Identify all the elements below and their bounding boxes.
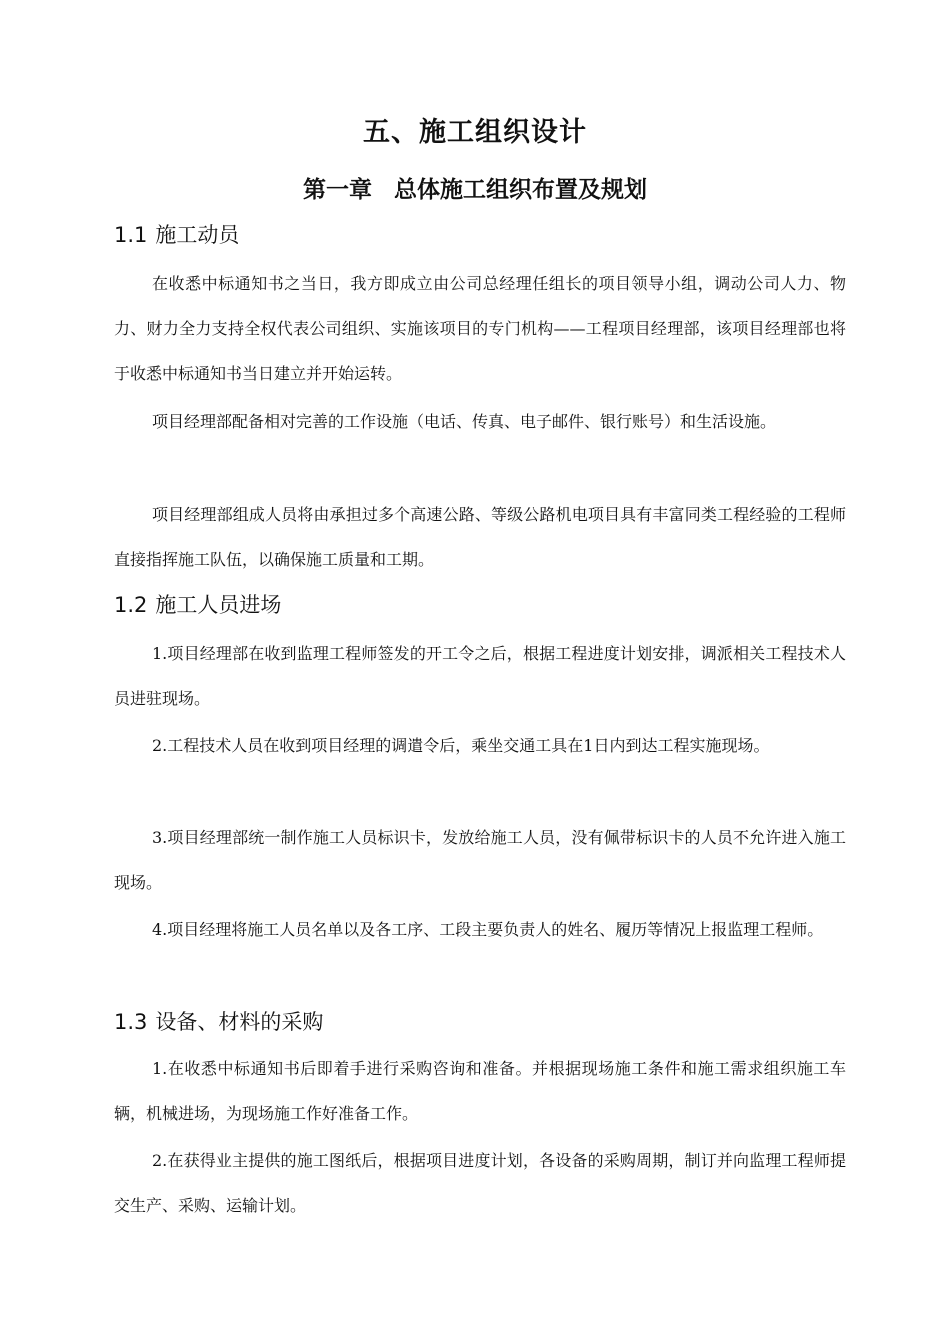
paragraph: 4.项目经理将施工人员名单以及各工序、工段主要负责人的姓名、履历等情况上报监理工程师。 [152,920,824,939]
chapter-number: 第一章 [303,177,372,203]
paragraph: 1.在收悉中标通知书后即着手进行采购咨询和准备。并根据现场施工条件和施工需求组织施工车辆，机械进场，为现场施工作好准备工作。 [114,1059,846,1123]
section-number: 1.1 [114,223,148,247]
section-heading-1-3 [114,1008,323,1036]
paragraph: 项目经理部配备相对完善的工作设施（电话、传真、电子邮件、银行账号）和生活设施。 [152,412,777,431]
paragraph: 3.项目经理部统一制作施工人员标识卡，发放给施工人员，没有佩带标识卡的人员不允许进入施工现场。 [114,828,846,892]
paragraph: 在收悉中标通知书之当日，我方即成立由公司总经理任组长的项目领导小组，调动公司人力、物力、财力全力支持全权代表公司组织、实施该项目的专门机构——工程项目经理部，该项目经理部也将于收悉中标通知书当日建立并开始运转。 [114,274,846,383]
section-number: 1.2 [114,593,148,617]
section-title: 施工人员进场 [155,593,282,617]
section-title: 施工动员 [155,223,240,247]
section-heading-1-2 [114,591,281,619]
chapter-title: 总体施工组织布置及规划 [394,177,647,203]
section-number: 1.3 [114,1010,148,1034]
chapter-heading [0,171,950,204]
paragraph: 项目经理部组成人员将由承担过多个高速公路、等级公路机电项目具有丰富同类工程经验的工程师直接指挥施工队伍，以确保施工质量和工期。 [114,505,846,569]
paragraph: 1.项目经理部在收到监理工程师签发的开工令之后，根据工程进度计划安排，调派相关工程技术人员进驻现场。 [114,644,846,708]
document-title: 五、施工组织设计 [363,117,587,148]
paragraph: 2.工程技术人员在收到项目经理的调遣令后，乘坐交通工具在1日内到达工程实施现场。 [152,736,770,755]
section-heading-1-1 [114,221,239,249]
paragraph: 2.在获得业主提供的施工图纸后，根据项目进度计划，各设备的采购周期，制订并向监理工程师提交生产、采购、运输计划。 [114,1151,846,1215]
section-title: 设备、材料的采购 [155,1010,324,1034]
